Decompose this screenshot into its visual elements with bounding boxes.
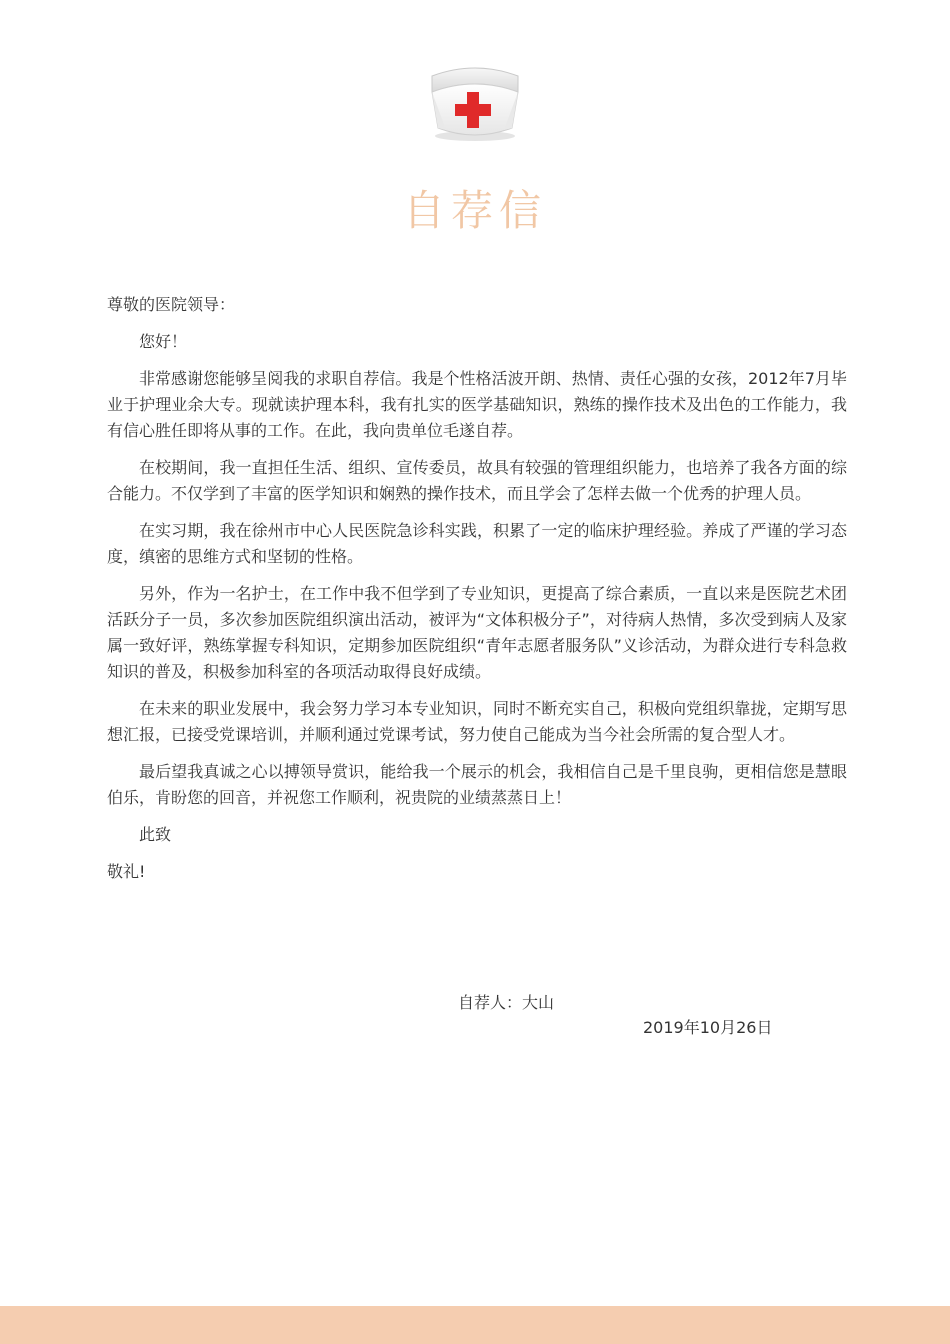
paragraph-work: 另外，作为一名护士，在工作中我不但学到了专业知识，更提高了综合素质，一直以来是医院艺术团活跃分子一员，多次参加医院组织演出活动，被评为“文体积极分子”，对待病人热情，多次受到病人及家属一致好评，熟练掌握专科知识，定期参加医院组织“青年志愿者服务队”义诊活动，为群众进行专科急救知识的普及，积极参加科室的各项活动取得良好成绩。 (107, 584, 847, 681)
greeting: 您好！ (139, 332, 188, 351)
nurse-cap-icon (424, 62, 526, 142)
footer-bar (0, 1306, 950, 1344)
salutation: 尊敬的医院领导： (107, 295, 236, 314)
closing-line-1: 此致 (139, 825, 172, 844)
paragraph-career: 在未来的职业发展中，我会努力学习本专业知识，同时不断充实自己，积极向党组织靠拢，定期写思想汇报，已接受党课培训，并顺利通过党课考试，努力使自己能成为当今社会所需的复合型人才。 (107, 699, 847, 744)
letter-title: 自荐信 (402, 186, 547, 235)
paragraph-internship: 在实习期，我在徐州市中心人民医院急诊科实践，积累了一定的临床护理经验。养成了严谨的学习态度，缜密的思维方式和坚韧的性格。 (107, 521, 847, 566)
letter-date: 2019年10月26日 (643, 1018, 773, 1037)
paragraph-school: 在校期间，我一直担任生活、组织、宣传委员，故具有较强的管理组织能力，也培养了我各方面的综合能力。不仅学到了丰富的医学知识和娴熟的操作技术，而且学会了怎样去做一个优秀的护理人员。 (107, 458, 847, 503)
closing-line-2: 敬礼! (107, 862, 146, 881)
paragraph-closing: 最后望我真诚之心以搏领导赏识，能给我一个展示的机会，我相信自己是千里良驹，更相信您是慧眼伯乐，肯盼您的回音，并祝您工作顺利，祝贵院的业绩蒸蒸日上！ (107, 762, 847, 807)
paragraph-intro: 非常感谢您能够呈阅我的求职自荐信。我是个性格活波开朗、热情、责任心强的女孩，2012年7月毕业于护理业余大专。现就读护理本科，我有扎实的医学基础知识，熟练的操作技术及出色的工作能力，我有信心胜任即将从事的工作。在此，我向贵单位毛遂自荐。 (107, 369, 847, 440)
signer: 自荐人：大山 (458, 993, 555, 1012)
letter-body (107, 292, 847, 885)
